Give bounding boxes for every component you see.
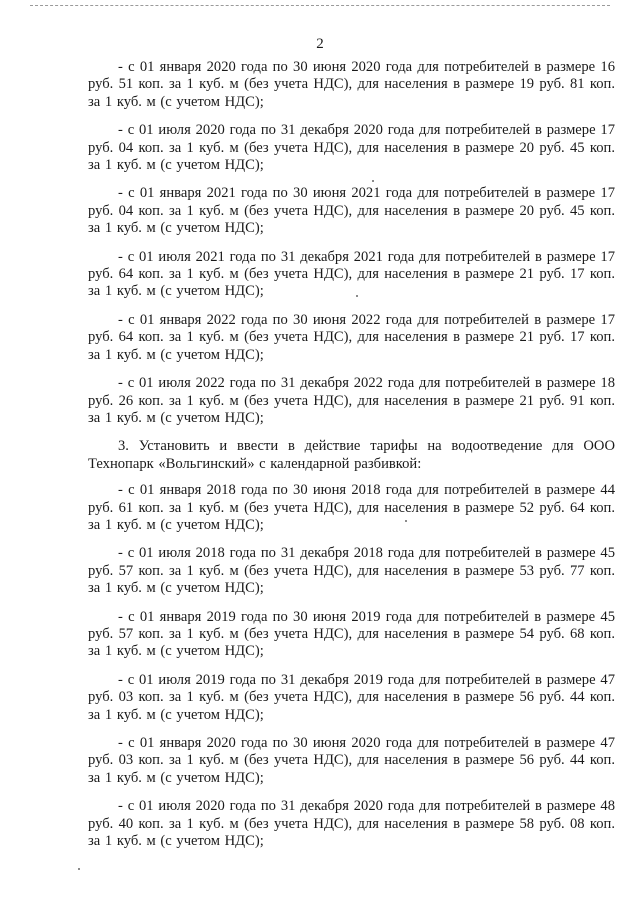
- page-number: 2: [316, 36, 324, 52]
- wastewater-tariff-2020-h1: - с 01 января 2020 года по 30 июня 2020 года для потребителей в размере 47 руб. 03 коп. за 1 куб. м (без учета НДС), для населения в размере 56 руб. 44 коп. за 1 куб. м (с учетом НДС);: [88, 735, 615, 786]
- wastewater-tariff-2018-h1: - с 01 января 2018 года по 30 июня 2018 года для потребителей в размере 44 руб. 61 коп. за 1 куб. м (без учета НДС), для населения в размере 52 руб. 64 коп. за 1 куб. м (с учетом НДС);: [88, 482, 615, 533]
- water-tariff-2021-h1: - с 01 января 2021 года по 30 июня 2021 года для потребителей в размере 17 руб. 04 коп. за 1 куб. м (без учета НДС), для населения в размере 20 руб. 45 коп. за 1 куб. м (с учетом НДС);: [88, 185, 615, 237]
- water-tariff-2021-h2: - с 01 июля 2021 года по 31 декабря 2021 года для потребителей в размере 17 руб. 64 коп. за 1 куб. м (без учета НДС), для населения в размере 21 руб. 17 коп. за 1 куб. м (с учетом НДС);: [88, 248, 615, 300]
- water-tariff-2022-h2: - с 01 июля 2022 года по 31 декабря 2022 года для потребителей в размере 18 руб. 26 коп. за 1 куб. м (без учета НДС), для населения в размере 21 руб. 91 коп. за 1 куб. м (с учетом НДС);: [88, 375, 615, 426]
- scan-speck: [405, 520, 407, 522]
- scan-speck: [356, 295, 358, 297]
- scan-top-edge: [30, 5, 610, 6]
- scan-speck: [78, 868, 80, 870]
- water-tariff-2020-h1: - с 01 января 2020 года по 30 июня 2020 года для потребителей в размере 16 руб. 51 коп. за 1 куб. м (без учета НДС), для населения в размере 19 руб. 81 коп. за 1 куб. м (с учетом НДС);: [88, 59, 615, 110]
- wastewater-tariff-2019-h1: - с 01 января 2019 года по 30 июня 2019 года для потребителей в размере 45 руб. 57 коп. за 1 куб. м (без учета НДС), для населения в размере 54 руб. 68 коп. за 1 куб. м (с учетом НДС);: [88, 608, 615, 660]
- scan-speck: [372, 180, 374, 182]
- wastewater-tariff-2018-h2: - с 01 июля 2018 года по 31 декабря 2018 года для потребителей в размере 45 руб. 57 коп. за 1 куб. м (без учета НДС), для населения в размере 53 руб. 77 коп. за 1 куб. м (с учетом НДС);: [88, 545, 615, 597]
- wastewater-tariff-2020-h2: - с 01 июля 2020 года по 31 декабря 2020 года для потребителей в размере 48 руб. 40 коп. за 1 куб. м (без учета НДС), для населения в размере 58 руб. 08 коп. за 1 куб. м (с учетом НДС);: [88, 798, 615, 850]
- document-body: [88, 59, 615, 861]
- water-tariff-2020-h2: - с 01 июля 2020 года по 31 декабря 2020 года для потребителей в размере 17 руб. 04 коп. за 1 куб. м (без учета НДС), для населения в размере 20 руб. 45 коп. за 1 куб. м (с учетом НДС);: [88, 122, 615, 174]
- section-3-intro: 3. Установить и ввести в действие тарифы на водоотведение для ООО Технопарк «Вольгинский» с календарной разбивкой:: [88, 438, 615, 472]
- water-tariff-2022-h1: - с 01 января 2022 года по 30 июня 2022 года для потребителей в размере 17 руб. 64 коп. за 1 куб. м (без учета НДС), для населения в размере 21 руб. 17 коп. за 1 куб. м (с учетом НДС);: [88, 311, 615, 363]
- wastewater-tariff-2019-h2: - с 01 июля 2019 года по 31 декабря 2019 года для потребителей в размере 47 руб. 03 коп. за 1 куб. м (без учета НДС), для населения в размере 56 руб. 44 коп. за 1 куб. м (с учетом НДС);: [88, 671, 615, 723]
